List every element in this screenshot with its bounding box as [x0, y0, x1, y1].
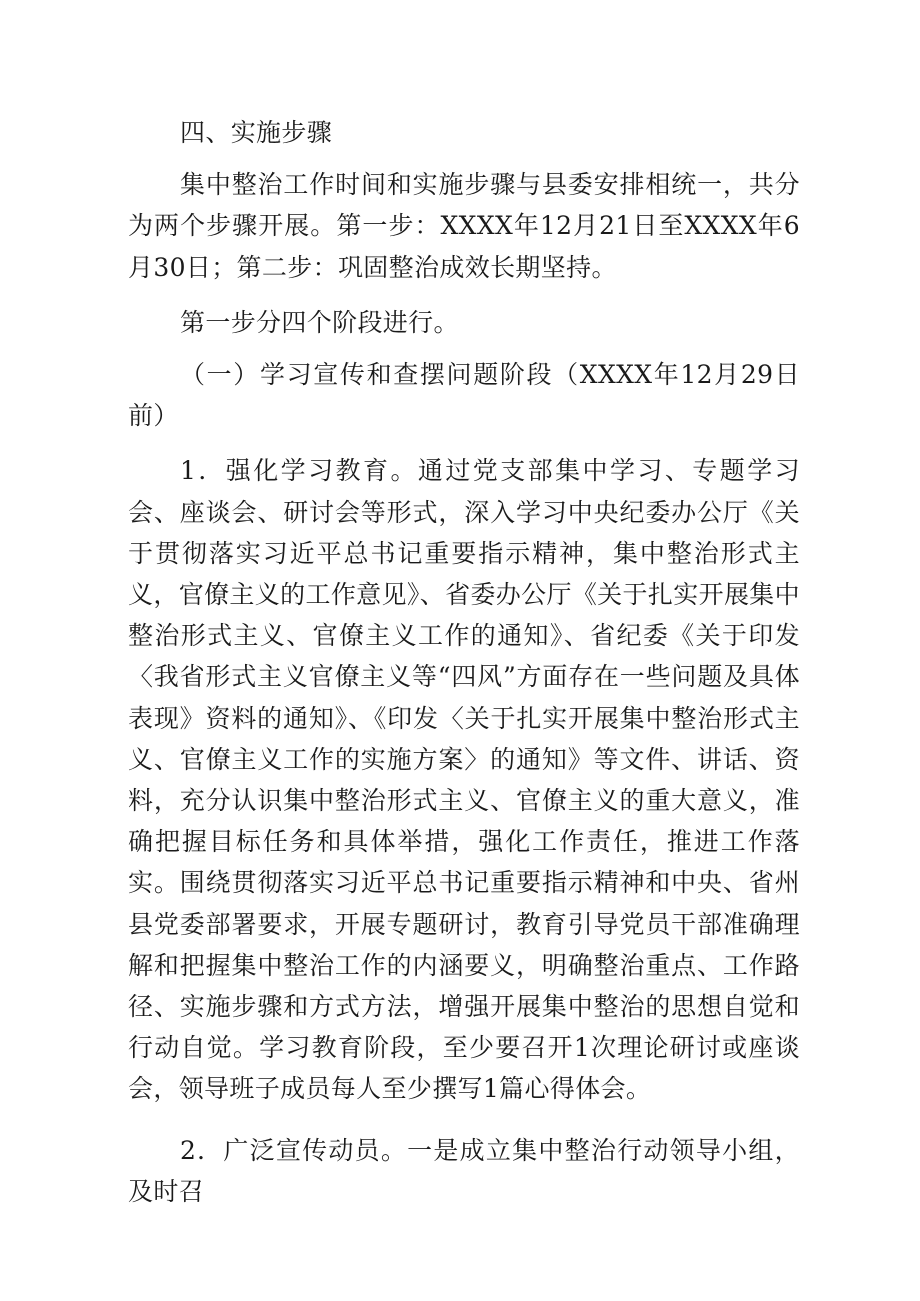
section-heading: 四、实施步骤	[180, 118, 333, 147]
document-body	[128, 112, 800, 1212]
paragraph-publicity-mobilization: 2．广泛宣传动员。一是成立集中整治行动领导小组，及时召	[128, 1135, 800, 1206]
paragraph-study-education: 1．强化学习教育。通过党支部集中学习、专题学习会、座谈会、研讨会等形式，深入学习中央纪委办公厅《关于贯彻落实习近平总书记重要指示精神，集中整治形式主义，官僚主义的工作意见》、省委办公厅《关于扎实开展集中整治形式主义、官僚主义工作的通知》、省纪委《关于印发〈我省形式主义官僚主义等“四风”方面存在一些问题及具体表现》资料的通知》、《印发〈关于扎实开展集中整治形式主义、官僚主义工作的实施方案〉的通知》等文件、讲话、资料，充分认识集中整治形式主义、官僚主义的重大意义，准确把握目标任务和具体举措，强化工作责任，推进工作落实。围绕贯彻落实习近平总书记重要指示精神和中央、省州县党委部署要求，开展专题研讨，教育引导党员干部准确理解和把握集中整治工作的内涵要义，明确整治重点、工作路径、实施步骤和方式方法，增强开展集中整治的思想自觉和行动自觉。学习教育阶段，至少要召开1次理论研讨或座谈会，领导班子成员每人至少撰写1篇心得体会。	[128, 456, 800, 1104]
paragraph-steps-overview: 集中整治工作时间和实施步骤与县委安排相统一，共分为两个步骤开展。第一步：XXXX年12月21日至XXXX年6月30日；第二步：巩固整治成效长期坚持。	[128, 170, 800, 282]
subsection-heading-stage-one: （一）学习宣传和查摆问题阶段（XXXX年12月29日前）	[128, 360, 800, 431]
paragraph-first-step-stages: 第一步分四个阶段进行。	[180, 307, 459, 337]
